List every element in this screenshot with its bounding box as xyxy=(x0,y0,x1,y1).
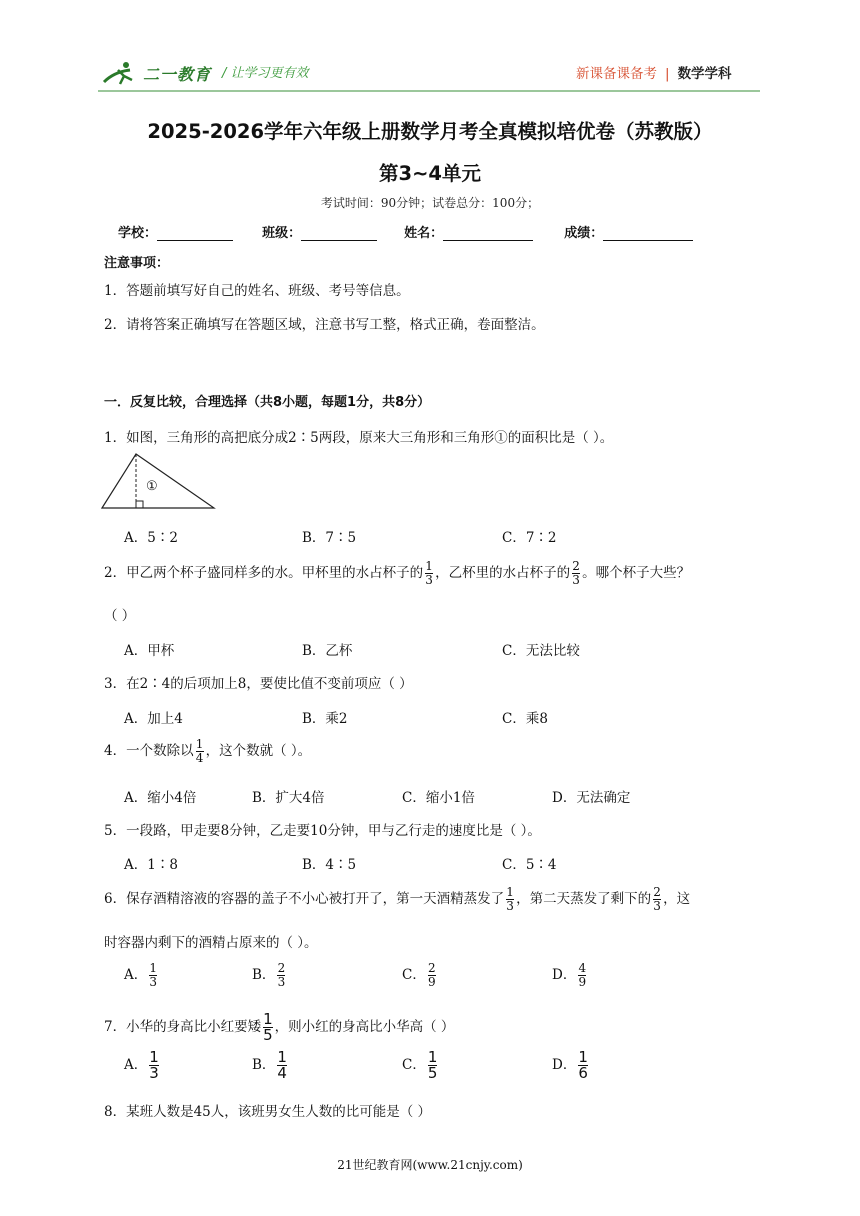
question-4-text xyxy=(104,738,311,765)
numerator: 1 xyxy=(263,1010,273,1028)
q6-option-b-fraction xyxy=(277,962,285,989)
q6-text-d: 时容器内剩下的酒精占原来的（ ）。 xyxy=(104,935,318,951)
q2-answer-paren: （ ） xyxy=(104,608,136,624)
question-7-text xyxy=(104,1012,454,1043)
numerator: 1 xyxy=(578,1048,588,1066)
q6-text-a: 6．保存酒精溶液的容器的盖子不小心被打开了，第一天酒精蒸发了 xyxy=(104,891,505,907)
q6-option-d-fraction xyxy=(578,962,586,989)
q4-text-b: ，这个数就（ ）。 xyxy=(205,743,312,759)
q2-text-b: ，乙杯里的水占杯子的 xyxy=(435,565,571,581)
q7-fraction xyxy=(263,1012,273,1043)
denominator: 6 xyxy=(578,1064,588,1082)
numerator: 2 xyxy=(428,961,436,975)
q2-option-c[interactable]: C．无法比较 xyxy=(502,643,580,659)
q6-option-c-fraction xyxy=(428,962,436,989)
denominator: 9 xyxy=(578,975,587,989)
runner-logo-icon xyxy=(100,60,144,86)
question-3-text: 3．在2∶4的后项加上8，要使比值不变前项应（ ） xyxy=(104,676,413,692)
q7-option-b-fraction xyxy=(277,1050,287,1081)
q1-option-c[interactable]: C．7∶2 xyxy=(502,530,557,546)
numerator: 2 xyxy=(572,559,580,573)
q6-option-a[interactable] xyxy=(124,962,159,989)
q6-option-a-fraction xyxy=(149,962,157,989)
question-2-text xyxy=(104,560,690,587)
denominator: 5 xyxy=(263,1026,273,1044)
q4-option-c[interactable]: C．缩小1倍 xyxy=(402,790,475,806)
numerator: 4 xyxy=(578,961,587,975)
name-label: 姓名： xyxy=(404,226,444,241)
triangle-label: ① xyxy=(146,479,158,494)
numerator: 1 xyxy=(427,1048,438,1066)
section-heading: 一．反复比较，合理选择（共8小题，每题1分，共8分） xyxy=(104,395,431,410)
q1-option-b[interactable]: B．7∶5 xyxy=(302,530,357,546)
header-subject: 数学学科 xyxy=(677,66,732,82)
q7-option-b[interactable] xyxy=(252,1050,289,1081)
q4-fraction xyxy=(196,738,204,765)
q6-option-b[interactable] xyxy=(252,962,287,989)
triangle-figure xyxy=(100,450,218,512)
denominator: 9 xyxy=(428,975,436,989)
q2-option-a[interactable]: A．甲杯 xyxy=(124,643,175,659)
q1-option-a[interactable]: A．5∶2 xyxy=(124,530,178,546)
denominator: 4 xyxy=(277,1064,287,1082)
q2-text-c: 。哪个杯子大些？ xyxy=(582,565,691,581)
header-right xyxy=(576,62,732,82)
q6-text-c: ，这 xyxy=(663,891,691,907)
page-subtitle: 第3~4单元 xyxy=(379,162,481,185)
q5-option-a[interactable]: A．1∶8 xyxy=(124,857,178,873)
q6-option-d[interactable] xyxy=(552,962,588,989)
option-label: B． xyxy=(252,967,276,983)
q3-option-c[interactable]: C．乘8 xyxy=(502,711,548,727)
logo-text: 二一教育 xyxy=(143,65,212,84)
q5-option-b[interactable]: B．4∶5 xyxy=(302,857,357,873)
denominator: 3 xyxy=(425,573,433,587)
q7-option-d-fraction xyxy=(578,1050,588,1081)
option-label: B． xyxy=(252,1057,276,1073)
q6-fraction-2 xyxy=(653,886,661,913)
q2-fraction-1 xyxy=(425,560,433,587)
option-label: A． xyxy=(124,1057,148,1073)
q6-fraction-1 xyxy=(506,886,514,913)
class-field[interactable] xyxy=(301,226,377,241)
notice-heading: 注意事项： xyxy=(104,256,170,271)
numerator: 1 xyxy=(425,559,433,573)
q4-option-b[interactable]: B．扩大4倍 xyxy=(252,790,325,806)
header-divider xyxy=(98,90,760,92)
q7-text-b: ，则小红的身高比小华高（ ） xyxy=(274,1019,455,1035)
numerator: 2 xyxy=(277,961,286,975)
school-field[interactable] xyxy=(157,226,233,241)
question-6-text xyxy=(104,886,690,913)
q2-option-b[interactable]: B．乙杯 xyxy=(302,643,353,659)
notice-item-2: 2．请将答案正确填写在答题区域，注意书写工整，格式正确，卷面整洁。 xyxy=(104,317,545,333)
denominator: 4 xyxy=(195,751,204,765)
denominator: 3 xyxy=(653,899,661,913)
numerator: 1 xyxy=(149,1048,159,1066)
q2-text-a: 2．甲乙两个杯子盛同样多的水。甲杯里的水占杯子的 xyxy=(104,565,424,581)
numerator: 1 xyxy=(506,885,514,899)
page-footer: 21世纪教育网(www.21cnjy.com) xyxy=(337,1158,523,1172)
denominator: 3 xyxy=(149,975,158,989)
q4-text-a: 4．一个数除以 xyxy=(104,743,194,759)
q6-option-c[interactable] xyxy=(402,962,438,989)
page-title: 2025-2026学年六年级上册数学月考全真模拟培优卷（苏教版） xyxy=(147,120,713,143)
q3-option-a[interactable]: A．加上4 xyxy=(124,711,183,727)
slogan: / 让学习更有效 xyxy=(222,66,309,81)
numerator: 1 xyxy=(149,961,158,975)
denominator: 3 xyxy=(149,1064,159,1082)
q2-fraction-2 xyxy=(572,560,580,587)
student-info-fields xyxy=(118,222,693,241)
q6-text-b: ，第二天蒸发了剩下的 xyxy=(516,891,652,907)
notice-item-1: 1．答题前填写好自己的姓名、班级、考号等信息。 xyxy=(104,283,410,299)
option-label: D． xyxy=(552,967,577,983)
score-field[interactable] xyxy=(603,226,693,241)
q3-option-b[interactable]: B．乘2 xyxy=(302,711,348,727)
option-label: C． xyxy=(402,967,426,983)
question-1-text: 1．如图，三角形的高把底分成2∶5两段，原来大三角形和三角形①的面积比是（ ）。 xyxy=(104,430,614,446)
q7-option-a[interactable] xyxy=(124,1050,161,1081)
name-field[interactable] xyxy=(443,226,533,241)
option-label: C． xyxy=(402,1057,426,1073)
numerator: 1 xyxy=(195,737,204,751)
denominator: 5 xyxy=(427,1064,438,1082)
option-label: A． xyxy=(124,967,148,983)
denominator: 3 xyxy=(506,899,514,913)
exam-info: 考试时间：90分钟；试卷总分：100分； xyxy=(320,196,540,210)
score-label: 成绩： xyxy=(564,226,604,241)
denominator: 3 xyxy=(277,975,286,989)
option-label: D． xyxy=(552,1057,577,1073)
q5-option-c[interactable]: C．5∶4 xyxy=(502,857,557,873)
question-5-text: 5．一段路，甲走要8分钟，乙走要10分钟，甲与乙行走的速度比是（ ）。 xyxy=(104,823,541,839)
question-8-text: 8．某班人数是45人，该班男女生人数的比可能是（ ） xyxy=(104,1104,432,1120)
q7-option-c[interactable] xyxy=(402,1050,439,1081)
header-tagline: 新课备课备考 xyxy=(576,66,657,82)
denominator: 3 xyxy=(572,573,580,587)
header-separator: | xyxy=(665,66,670,82)
q7-option-a-fraction xyxy=(149,1050,159,1081)
q7-option-c-fraction xyxy=(428,1050,438,1081)
school-label: 学校： xyxy=(118,226,158,241)
q4-option-a[interactable]: A．缩小4倍 xyxy=(124,790,197,806)
q7-text-a: 7．小华的身高比小红要矮 xyxy=(104,1019,262,1035)
numerator: 1 xyxy=(277,1048,287,1066)
numerator: 2 xyxy=(653,885,661,899)
class-label: 班级： xyxy=(262,226,302,241)
q4-option-d[interactable]: D．无法确定 xyxy=(552,790,631,806)
q7-option-d[interactable] xyxy=(552,1050,590,1081)
